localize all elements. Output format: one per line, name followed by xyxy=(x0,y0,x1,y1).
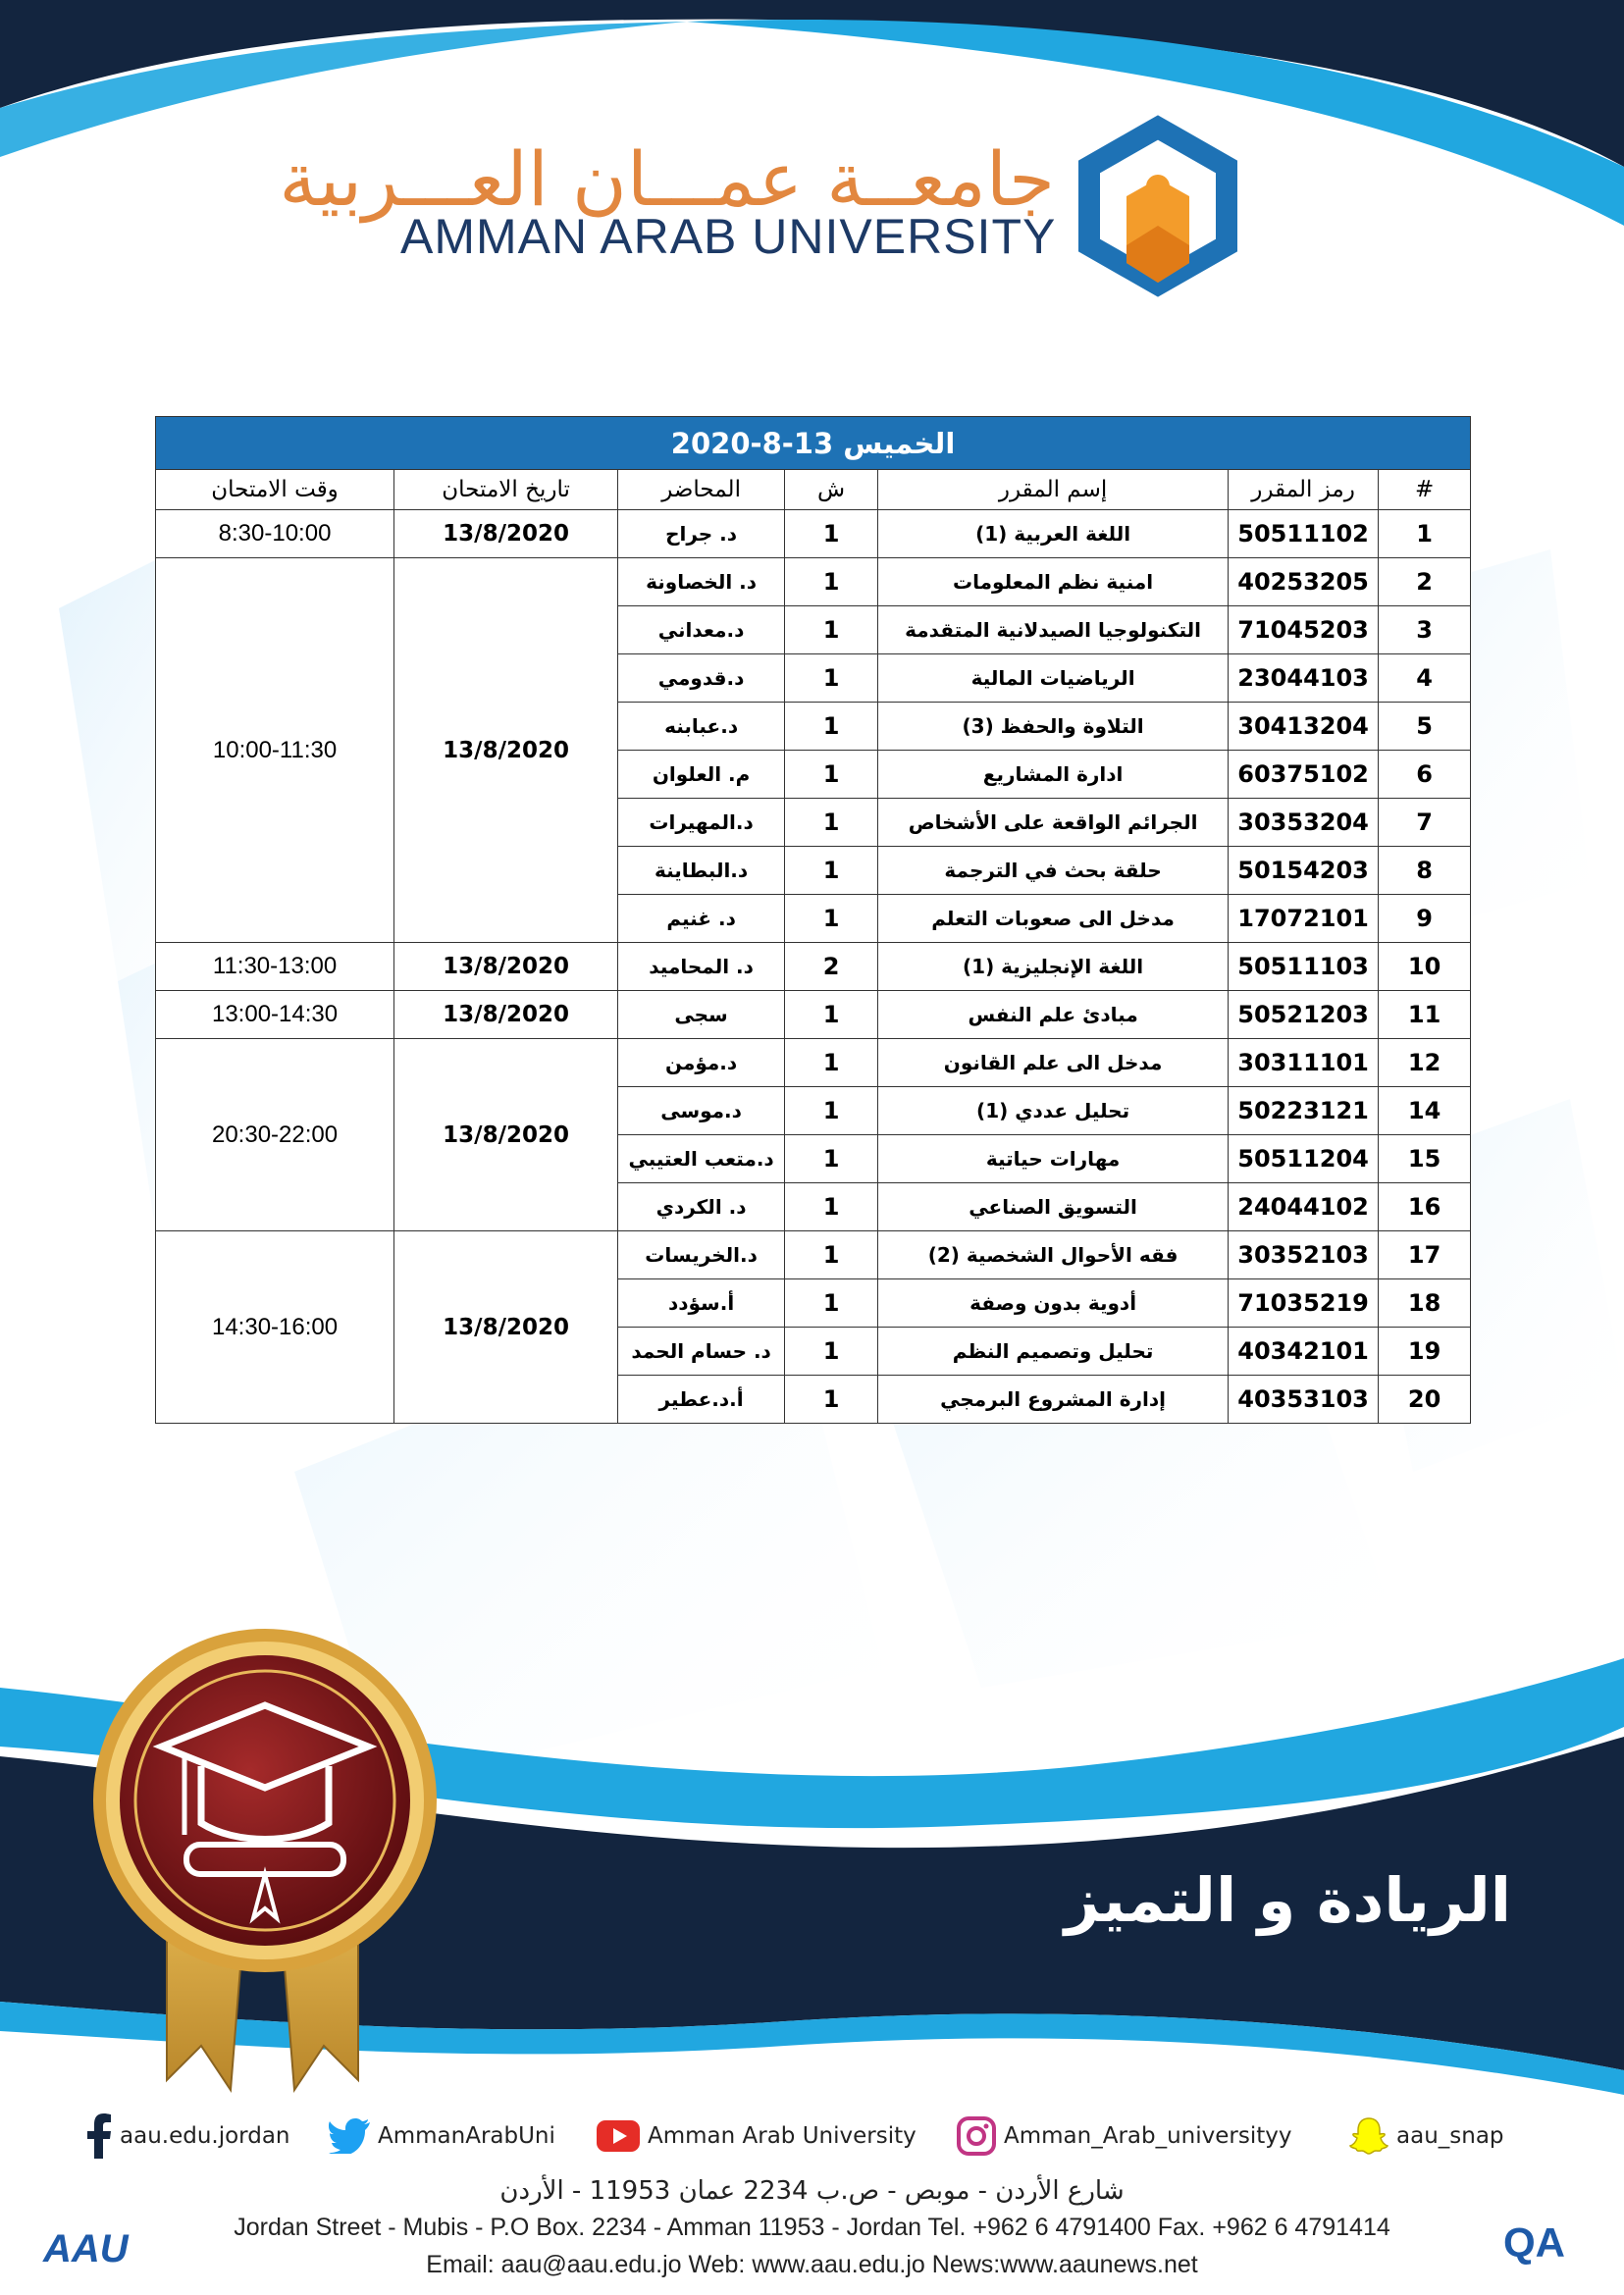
cell-section: 1 xyxy=(785,606,878,654)
cell-lecturer: د.متعب العتيبي xyxy=(618,1135,785,1183)
cell-lecturer: أ.د.عطير xyxy=(618,1376,785,1424)
cell-course-code: 71035219 xyxy=(1229,1279,1379,1328)
cell-course-code: 40253205 xyxy=(1229,558,1379,606)
aau-logo-mark: AAU xyxy=(43,2227,129,2270)
facebook-handle: aau.edu.jordan xyxy=(120,2123,290,2149)
cell-course-code: 50511204 xyxy=(1229,1135,1379,1183)
university-arabic-name: جامعــة عمـــان العـــربية xyxy=(279,135,1055,223)
cell-num: 4 xyxy=(1379,654,1471,703)
cell-num: 7 xyxy=(1379,799,1471,847)
cell-lecturer: د.عبابنه xyxy=(618,703,785,751)
cell-course-name: اللغة العربية (1) xyxy=(878,510,1229,558)
cell-course-name: الجرائم الواقعة على الأشخاص xyxy=(878,799,1229,847)
instagram-link[interactable] xyxy=(957,2112,1291,2161)
cell-course-name: إدارة المشروع البرمجي xyxy=(878,1376,1229,1424)
cell-course-code: 30353204 xyxy=(1229,799,1379,847)
col-header-course: إسم المقرر xyxy=(878,470,1229,510)
cell-num: 10 xyxy=(1379,943,1471,991)
cell-exam-time: 13:00-14:30 xyxy=(156,991,394,1039)
cell-section: 1 xyxy=(785,1279,878,1328)
qa-logo-mark: QA xyxy=(1503,2219,1565,2266)
slogan: الريادة و التميز xyxy=(1064,1864,1511,1936)
table-row xyxy=(156,510,1471,558)
cell-section: 1 xyxy=(785,1135,878,1183)
cell-num: 20 xyxy=(1379,1376,1471,1424)
snapchat-icon xyxy=(1349,2116,1388,2156)
cell-exam-time: 10:00-11:30 xyxy=(156,558,394,943)
cell-course-code: 40353103 xyxy=(1229,1376,1379,1424)
cell-num: 9 xyxy=(1379,895,1471,943)
cell-course-code: 60375102 xyxy=(1229,751,1379,799)
table-title: الخميس 13-8-2020 xyxy=(156,417,1471,470)
cell-num: 8 xyxy=(1379,847,1471,895)
table-row xyxy=(156,1231,1471,1279)
address-arabic: شارع الأردن - موبص - ص.ب 2234 عمان 11953 - الأردن xyxy=(499,2176,1125,2206)
cell-course-code: 17072101 xyxy=(1229,895,1379,943)
cell-course-name: اللغة الإنجليزية (1) xyxy=(878,943,1229,991)
cell-course-name: الرياضيات المالية xyxy=(878,654,1229,703)
cell-course-code: 23044103 xyxy=(1229,654,1379,703)
cell-exam-date: 13/8/2020 xyxy=(394,510,618,558)
cell-section: 1 xyxy=(785,847,878,895)
instagram-icon xyxy=(957,2116,996,2156)
cell-lecturer: أ.سؤدد xyxy=(618,1279,785,1328)
cell-course-code: 71045203 xyxy=(1229,606,1379,654)
cell-course-code: 30352103 xyxy=(1229,1231,1379,1279)
cell-num: 2 xyxy=(1379,558,1471,606)
cell-course-name: التسويق الصناعي xyxy=(878,1183,1229,1231)
cell-lecturer: د.البطاينة xyxy=(618,847,785,895)
cell-course-name: ادارة المشاريع xyxy=(878,751,1229,799)
twitter-handle: AmmanArabUni xyxy=(378,2123,555,2149)
cell-section: 1 xyxy=(785,751,878,799)
cell-course-name: أدوية بدون وصفة xyxy=(878,1279,1229,1328)
cell-exam-date: 13/8/2020 xyxy=(394,1039,618,1231)
cell-section: 1 xyxy=(785,703,878,751)
cell-section: 1 xyxy=(785,1376,878,1424)
col-header-lecturer: المحاضر xyxy=(618,470,785,510)
cell-lecturer: د. الخصاونة xyxy=(618,558,785,606)
col-header-section: ش xyxy=(785,470,878,510)
contact-line: Email: aau@aau.edu.jo Web: www.aau.edu.jo News:www.aaunews.net xyxy=(426,2251,1198,2278)
col-header-time: وقت الامتحان xyxy=(156,470,394,510)
cell-section: 1 xyxy=(785,991,878,1039)
cell-exam-time: 14:30-16:00 xyxy=(156,1231,394,1424)
cell-num: 17 xyxy=(1379,1231,1471,1279)
youtube-link[interactable] xyxy=(597,2112,917,2161)
address-english: Jordan Street - Mubis - P.O Box. 2234 - Amman 11953 - Jordan Tel. +962 6 4791400 Fax. +962 6 4791414 xyxy=(234,2214,1390,2241)
cell-course-code: 50511103 xyxy=(1229,943,1379,991)
cell-lecturer: د. غنيم xyxy=(618,895,785,943)
col-header-code: رمز المقرر xyxy=(1229,470,1379,510)
cell-section: 1 xyxy=(785,799,878,847)
cell-exam-date: 13/8/2020 xyxy=(394,991,618,1039)
cell-exam-date: 13/8/2020 xyxy=(394,943,618,991)
cell-section: 1 xyxy=(785,1328,878,1376)
cell-exam-date: 13/8/2020 xyxy=(394,1231,618,1424)
facebook-icon xyxy=(86,2113,112,2159)
cell-course-name: مدخل الى علم القانون xyxy=(878,1039,1229,1087)
snapchat-link[interactable] xyxy=(1349,2112,1504,2161)
cell-num: 16 xyxy=(1379,1183,1471,1231)
cell-num: 5 xyxy=(1379,703,1471,751)
cell-section: 1 xyxy=(785,895,878,943)
cell-course-name: مدخل الى صعوبات التعلم xyxy=(878,895,1229,943)
cell-exam-date: 13/8/2020 xyxy=(394,558,618,943)
cell-lecturer: د. جراح xyxy=(618,510,785,558)
cell-lecturer: د.المهيرات xyxy=(618,799,785,847)
col-header-date: تاريخ الامتحان xyxy=(394,470,618,510)
cell-section: 1 xyxy=(785,510,878,558)
cell-num: 14 xyxy=(1379,1087,1471,1135)
twitter-link[interactable] xyxy=(329,2112,555,2161)
cell-exam-time: 20:30-22:00 xyxy=(156,1039,394,1231)
cell-course-code: 40342101 xyxy=(1229,1328,1379,1376)
snapchat-handle: aau_snap xyxy=(1396,2123,1504,2149)
cell-course-name: مهارات حياتية xyxy=(878,1135,1229,1183)
cell-num: 1 xyxy=(1379,510,1471,558)
cell-course-code: 30413204 xyxy=(1229,703,1379,751)
cell-num: 18 xyxy=(1379,1279,1471,1328)
cell-section: 1 xyxy=(785,1087,878,1135)
cell-lecturer: د.موسى xyxy=(618,1087,785,1135)
cell-lecturer: د. المحاميد xyxy=(618,943,785,991)
cell-course-code: 50521203 xyxy=(1229,991,1379,1039)
cell-section: 2 xyxy=(785,943,878,991)
table-row xyxy=(156,1039,1471,1087)
cell-course-name: التكنولوجيا الصيدلانية المتقدمة xyxy=(878,606,1229,654)
cell-exam-time: 11:30-13:00 xyxy=(156,943,394,991)
twitter-icon xyxy=(329,2118,370,2154)
facebook-link[interactable] xyxy=(86,2112,290,2161)
cell-section: 1 xyxy=(785,1231,878,1279)
youtube-handle: Amman Arab University xyxy=(648,2123,917,2149)
table-body xyxy=(156,510,1471,1424)
cell-course-name: امنية نظم المعلومات xyxy=(878,558,1229,606)
cell-course-name: تحليل وتصميم النظم xyxy=(878,1328,1229,1376)
cell-course-code: 24044102 xyxy=(1229,1183,1379,1231)
table-row xyxy=(156,558,1471,606)
cell-num: 3 xyxy=(1379,606,1471,654)
cell-course-name: التلاوة والحفظ (3) xyxy=(878,703,1229,751)
cell-course-code: 50154203 xyxy=(1229,847,1379,895)
cell-lecturer: د. الكردي xyxy=(618,1183,785,1231)
cell-lecturer: د.مؤمن xyxy=(618,1039,785,1087)
cell-section: 1 xyxy=(785,558,878,606)
cell-course-name: تحليل عددي (1) xyxy=(878,1087,1229,1135)
exam-schedule-table xyxy=(155,416,1471,1424)
cell-exam-time: 8:30-10:00 xyxy=(156,510,394,558)
cell-section: 1 xyxy=(785,1039,878,1087)
cell-lecturer: د.قدومي xyxy=(618,654,785,703)
cell-num: 12 xyxy=(1379,1039,1471,1087)
cell-section: 1 xyxy=(785,654,878,703)
table-row xyxy=(156,943,1471,991)
cell-section: 1 xyxy=(785,1183,878,1231)
cell-num: 19 xyxy=(1379,1328,1471,1376)
cell-lecturer: د.معداني xyxy=(618,606,785,654)
cell-course-code: 30311101 xyxy=(1229,1039,1379,1087)
cell-course-name: حلقة بحث في الترجمة xyxy=(878,847,1229,895)
university-english-name: AMMAN ARAB UNIVERSITY xyxy=(400,209,1057,264)
cell-num: 15 xyxy=(1379,1135,1471,1183)
col-header-num: # xyxy=(1379,470,1471,510)
table-row xyxy=(156,991,1471,1039)
cell-lecturer: د.الخريسات xyxy=(618,1231,785,1279)
youtube-icon xyxy=(597,2120,640,2152)
cell-lecturer: د. حسام الحمد xyxy=(618,1328,785,1376)
cell-course-name: مبادئ علم النفس xyxy=(878,991,1229,1039)
cell-course-name: فقه الأحوال الشخصية (2) xyxy=(878,1231,1229,1279)
cell-course-code: 50223121 xyxy=(1229,1087,1379,1135)
cell-lecturer: م. العلوان xyxy=(618,751,785,799)
cell-num: 6 xyxy=(1379,751,1471,799)
cell-lecturer: سجى xyxy=(618,991,785,1039)
cell-course-code: 50511102 xyxy=(1229,510,1379,558)
instagram-handle: Amman_Arab_universityy xyxy=(1004,2123,1292,2149)
cell-num: 11 xyxy=(1379,991,1471,1039)
